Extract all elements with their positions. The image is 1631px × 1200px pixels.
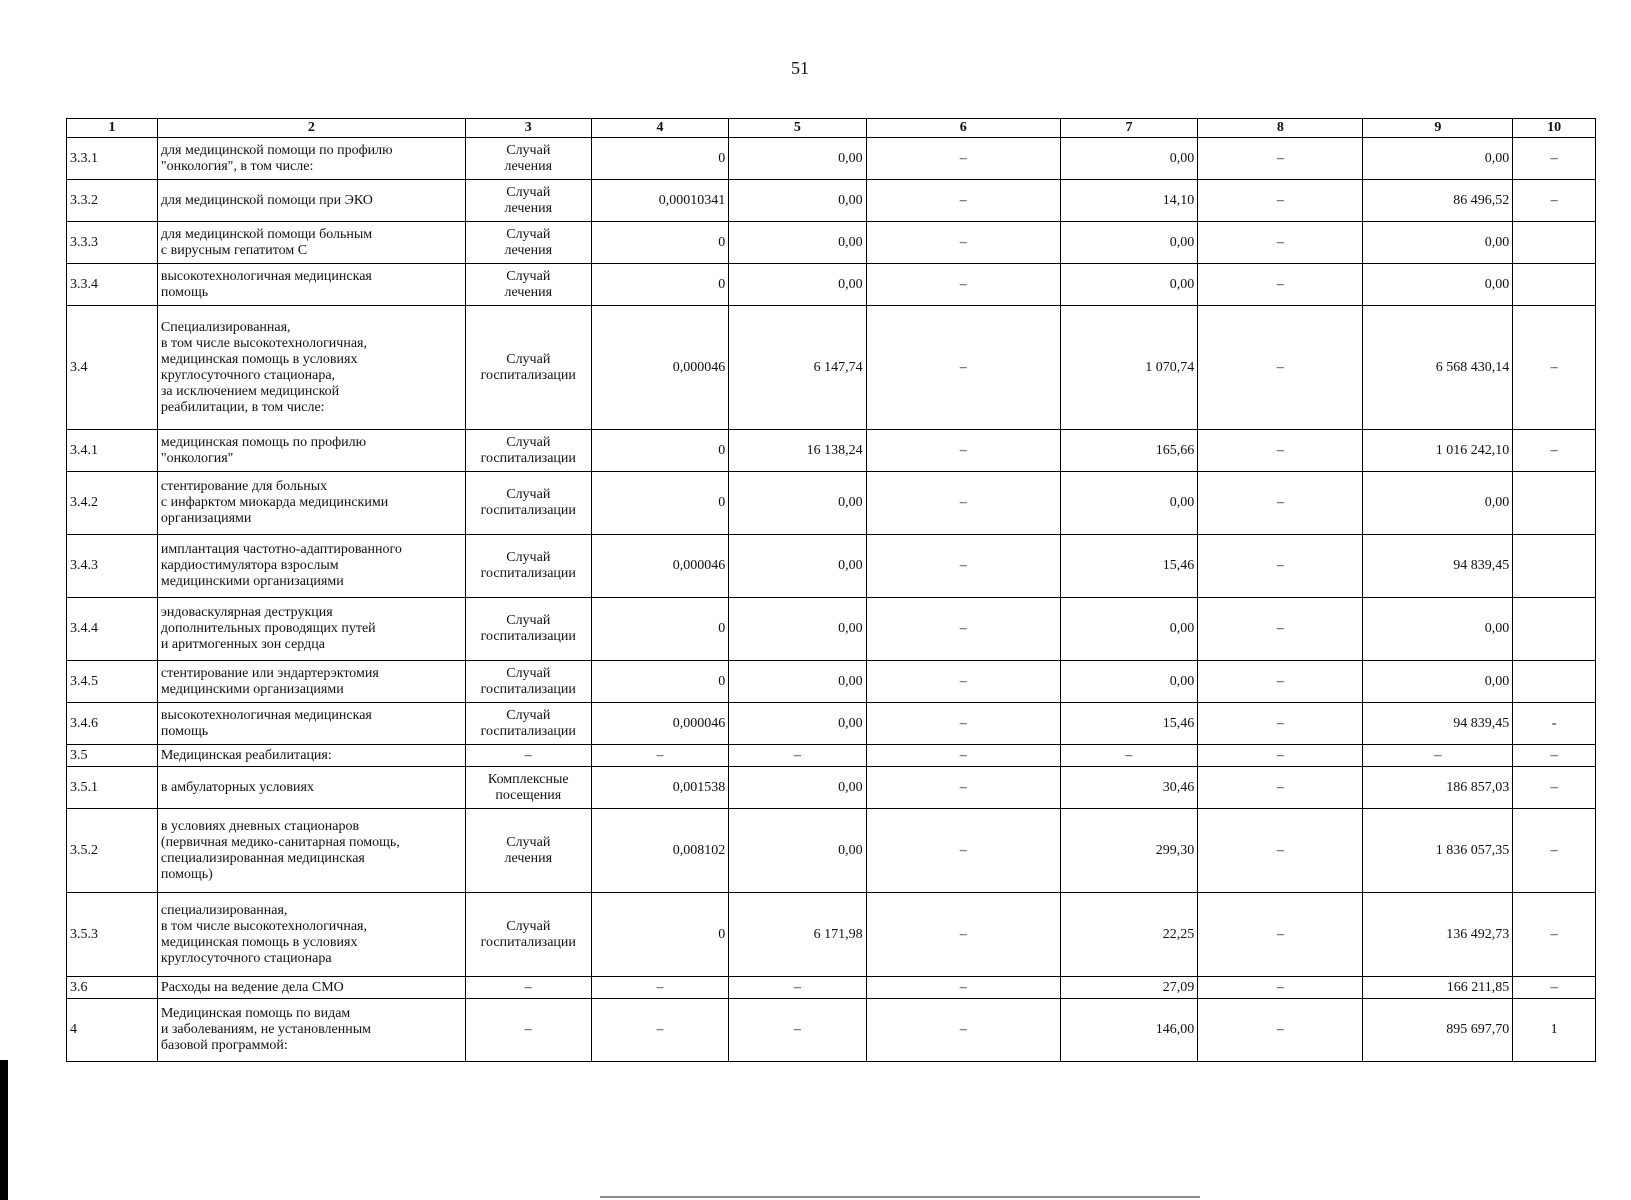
row-code-cell: 3.4.6	[67, 703, 158, 745]
row-code-cell: 3.6	[67, 977, 158, 999]
col4-cell: 0	[591, 430, 728, 472]
column-header: 5	[729, 119, 866, 138]
col9-cell: 0,00	[1363, 222, 1513, 264]
col6-cell: –	[866, 745, 1060, 767]
col8-cell: –	[1198, 703, 1363, 745]
col6-cell: –	[866, 598, 1060, 661]
col4-cell: 0,000046	[591, 703, 728, 745]
col10-cell	[1513, 535, 1596, 598]
row-name-cell: медицинская помощь по профилю "онкология"	[157, 430, 465, 472]
col8-cell: –	[1198, 809, 1363, 893]
table-row	[67, 180, 1596, 222]
scan-artifact-edge	[0, 1060, 8, 1200]
row-name-cell: для медицинской помощи больным с вирусным гепатитом С	[157, 222, 465, 264]
col10-cell: –	[1513, 893, 1596, 977]
table-row	[67, 745, 1596, 767]
col8-cell: –	[1198, 180, 1363, 222]
col4-cell: 0	[591, 472, 728, 535]
col9-cell: 94 839,45	[1363, 535, 1513, 598]
col5-cell: 0,00	[729, 598, 866, 661]
row-name-cell: для медицинской помощи при ЭКО	[157, 180, 465, 222]
row-unit-cell: Случай госпитализации	[465, 703, 591, 745]
col6-cell: –	[866, 999, 1060, 1062]
col10-cell: –	[1513, 977, 1596, 999]
row-name-cell: имплантация частотно-адаптированного кардиостимулятора взрослым медицинскими организациями	[157, 535, 465, 598]
col5-cell: 0,00	[729, 138, 866, 180]
row-code-cell: 3.4.5	[67, 661, 158, 703]
col6-cell: –	[866, 180, 1060, 222]
table-row	[67, 661, 1596, 703]
col4-cell: 0,000046	[591, 306, 728, 430]
col5-cell: 16 138,24	[729, 430, 866, 472]
table-row	[67, 264, 1596, 306]
col8-cell: –	[1198, 222, 1363, 264]
col7-cell: 22,25	[1060, 893, 1197, 977]
col4-cell: –	[591, 999, 728, 1062]
col6-cell: –	[866, 222, 1060, 264]
table-row	[67, 809, 1596, 893]
col7-cell: 0,00	[1060, 598, 1197, 661]
col8-cell: –	[1198, 598, 1363, 661]
col5-cell: 6 171,98	[729, 893, 866, 977]
row-code-cell: 3.4.1	[67, 430, 158, 472]
col6-cell: –	[866, 809, 1060, 893]
table-row	[67, 306, 1596, 430]
col10-cell: –	[1513, 306, 1596, 430]
col9-cell: 895 697,70	[1363, 999, 1513, 1062]
col6-cell: –	[866, 977, 1060, 999]
row-code-cell: 3.5.1	[67, 767, 158, 809]
col6-cell: –	[866, 767, 1060, 809]
row-unit-cell: Случай лечения	[465, 180, 591, 222]
row-name-cell: для медицинской помощи по профилю "онкология", в том числе:	[157, 138, 465, 180]
header-row	[67, 119, 1596, 138]
col10-cell	[1513, 264, 1596, 306]
col6-cell: –	[866, 661, 1060, 703]
col7-cell: 14,10	[1060, 180, 1197, 222]
col4-cell: –	[591, 745, 728, 767]
row-unit-cell: Случай лечения	[465, 138, 591, 180]
column-header: 2	[157, 119, 465, 138]
table-row	[67, 999, 1596, 1062]
col7-cell: 30,46	[1060, 767, 1197, 809]
col4-cell: 0	[591, 893, 728, 977]
table-row	[67, 472, 1596, 535]
col5-cell: 0,00	[729, 472, 866, 535]
col5-cell: 0,00	[729, 809, 866, 893]
row-code-cell: 3.3.2	[67, 180, 158, 222]
table-row	[67, 535, 1596, 598]
col8-cell: –	[1198, 430, 1363, 472]
column-header: 4	[591, 119, 728, 138]
table-row	[67, 703, 1596, 745]
col4-cell: 0,008102	[591, 809, 728, 893]
col8-cell: –	[1198, 767, 1363, 809]
table-row	[67, 893, 1596, 977]
table-row	[67, 598, 1596, 661]
row-name-cell: специализированная, в том числе высокотехнологичная, медицинская помощь в условиях круглосуточного стационара	[157, 893, 465, 977]
row-unit-cell: Случай госпитализации	[465, 893, 591, 977]
column-header: 10	[1513, 119, 1596, 138]
row-unit-cell: Случай госпитализации	[465, 306, 591, 430]
col8-cell: –	[1198, 977, 1363, 999]
col7-cell: 0,00	[1060, 138, 1197, 180]
col7-cell: 165,66	[1060, 430, 1197, 472]
row-code-cell: 3.4.4	[67, 598, 158, 661]
row-unit-cell: –	[465, 745, 591, 767]
col9-cell: 86 496,52	[1363, 180, 1513, 222]
col8-cell: –	[1198, 472, 1363, 535]
col8-cell: –	[1198, 661, 1363, 703]
col9-cell: 186 857,03	[1363, 767, 1513, 809]
row-code-cell: 3.4.2	[67, 472, 158, 535]
col5-cell: 6 147,74	[729, 306, 866, 430]
column-header: 1	[67, 119, 158, 138]
col5-cell: 0,00	[729, 535, 866, 598]
col8-cell: –	[1198, 264, 1363, 306]
page-number: 51	[791, 58, 809, 78]
col7-cell: –	[1060, 745, 1197, 767]
col8-cell: –	[1198, 745, 1363, 767]
col9-cell: 94 839,45	[1363, 703, 1513, 745]
row-code-cell: 3.4	[67, 306, 158, 430]
row-name-cell: эндоваскулярная деструкция дополнительных проводящих путей и аритмогенных зон сердца	[157, 598, 465, 661]
col6-cell: –	[866, 703, 1060, 745]
col5-cell: 0,00	[729, 767, 866, 809]
column-header: 9	[1363, 119, 1513, 138]
column-header: 6	[866, 119, 1060, 138]
row-unit-cell: Случай госпитализации	[465, 661, 591, 703]
col5-cell: 0,00	[729, 661, 866, 703]
col10-cell	[1513, 222, 1596, 264]
row-name-cell: стентирование или эндартерэктомия медицинскими организациями	[157, 661, 465, 703]
row-code-cell: 3.5.2	[67, 809, 158, 893]
col6-cell: –	[866, 893, 1060, 977]
row-unit-cell: Случай госпитализации	[465, 598, 591, 661]
col8-cell: –	[1198, 535, 1363, 598]
row-name-cell: Специализированная, в том числе высокотехнологичная, медицинская помощь в условиях круглосуточного стационара, за исключением медицинской реабилитации, в том числе:	[157, 306, 465, 430]
row-name-cell: высокотехнологичная медицинская помощь	[157, 703, 465, 745]
col7-cell: 0,00	[1060, 472, 1197, 535]
row-name-cell: стентирование для больных с инфарктом миокарда медицинскими организациями	[157, 472, 465, 535]
col9-cell: –	[1363, 745, 1513, 767]
row-code-cell: 3.5.3	[67, 893, 158, 977]
col7-cell: 0,00	[1060, 264, 1197, 306]
row-unit-cell: Комплексные посещения	[465, 767, 591, 809]
row-name-cell: в условиях дневных стационаров (первичная медико-санитарная помощь, специализированная медицинская помощь)	[157, 809, 465, 893]
column-header: 3	[465, 119, 591, 138]
col8-cell: –	[1198, 999, 1363, 1062]
col10-cell: –	[1513, 809, 1596, 893]
table-row	[67, 430, 1596, 472]
row-unit-cell: Случай госпитализации	[465, 535, 591, 598]
col6-cell: –	[866, 472, 1060, 535]
table-body	[67, 138, 1596, 1062]
col10-cell: -	[1513, 703, 1596, 745]
col7-cell: 1 070,74	[1060, 306, 1197, 430]
col10-cell: –	[1513, 430, 1596, 472]
col4-cell: 0	[591, 661, 728, 703]
row-name-cell: в амбулаторных условиях	[157, 767, 465, 809]
row-name-cell: Медицинская реабилитация:	[157, 745, 465, 767]
row-unit-cell: Случай лечения	[465, 222, 591, 264]
col10-cell: 1	[1513, 999, 1596, 1062]
col6-cell: –	[866, 430, 1060, 472]
scan-artifact-line	[600, 1196, 1200, 1198]
col6-cell: –	[866, 138, 1060, 180]
col8-cell: –	[1198, 306, 1363, 430]
col10-cell: –	[1513, 180, 1596, 222]
col9-cell: 0,00	[1363, 472, 1513, 535]
col9-cell: 0,00	[1363, 264, 1513, 306]
col4-cell: 0,000046	[591, 535, 728, 598]
row-unit-cell: –	[465, 977, 591, 999]
col7-cell: 146,00	[1060, 999, 1197, 1062]
col5-cell: –	[729, 977, 866, 999]
col7-cell: 0,00	[1060, 661, 1197, 703]
row-name-cell: Медицинская помощь по видам и заболеваниям, не установленным базовой программой:	[157, 999, 465, 1062]
col8-cell: –	[1198, 138, 1363, 180]
col6-cell: –	[866, 535, 1060, 598]
col9-cell: 0,00	[1363, 598, 1513, 661]
col9-cell: 0,00	[1363, 138, 1513, 180]
row-name-cell: Расходы на ведение дела СМО	[157, 977, 465, 999]
col9-cell: 1 016 242,10	[1363, 430, 1513, 472]
col4-cell: 0,001538	[591, 767, 728, 809]
col4-cell: 0,00010341	[591, 180, 728, 222]
table-row	[67, 977, 1596, 999]
column-header: 7	[1060, 119, 1197, 138]
row-name-cell: высокотехнологичная медицинская помощь	[157, 264, 465, 306]
table-row	[67, 222, 1596, 264]
col7-cell: 0,00	[1060, 222, 1197, 264]
col7-cell: 299,30	[1060, 809, 1197, 893]
row-unit-cell: Случай лечения	[465, 809, 591, 893]
col4-cell: 0	[591, 138, 728, 180]
row-unit-cell: Случай лечения	[465, 264, 591, 306]
col4-cell: 0	[591, 598, 728, 661]
col10-cell	[1513, 598, 1596, 661]
col5-cell: 0,00	[729, 264, 866, 306]
column-header: 8	[1198, 119, 1363, 138]
table-row	[67, 767, 1596, 809]
col10-cell: –	[1513, 138, 1596, 180]
row-unit-cell: Случай госпитализации	[465, 430, 591, 472]
col7-cell: 27,09	[1060, 977, 1197, 999]
col8-cell: –	[1198, 893, 1363, 977]
table-row	[67, 138, 1596, 180]
col10-cell: –	[1513, 767, 1596, 809]
row-code-cell: 3.4.3	[67, 535, 158, 598]
col5-cell: 0,00	[729, 222, 866, 264]
col5-cell: –	[729, 999, 866, 1062]
col5-cell: 0,00	[729, 180, 866, 222]
row-unit-cell: –	[465, 999, 591, 1062]
col10-cell	[1513, 661, 1596, 703]
row-code-cell: 3.3.4	[67, 264, 158, 306]
col4-cell: 0	[591, 222, 728, 264]
col7-cell: 15,46	[1060, 535, 1197, 598]
col7-cell: 15,46	[1060, 703, 1197, 745]
col4-cell: –	[591, 977, 728, 999]
col9-cell: 136 492,73	[1363, 893, 1513, 977]
col4-cell: 0	[591, 264, 728, 306]
row-code-cell: 3.5	[67, 745, 158, 767]
col5-cell: –	[729, 745, 866, 767]
col10-cell	[1513, 472, 1596, 535]
row-unit-cell: Случай госпитализации	[465, 472, 591, 535]
col9-cell: 0,00	[1363, 661, 1513, 703]
col9-cell: 6 568 430,14	[1363, 306, 1513, 430]
col9-cell: 166 211,85	[1363, 977, 1513, 999]
col6-cell: –	[866, 264, 1060, 306]
col5-cell: 0,00	[729, 703, 866, 745]
row-code-cell: 3.3.3	[67, 222, 158, 264]
row-code-cell: 4	[67, 999, 158, 1062]
data-table	[66, 118, 1596, 1062]
col10-cell: –	[1513, 745, 1596, 767]
col9-cell: 1 836 057,35	[1363, 809, 1513, 893]
col6-cell: –	[866, 306, 1060, 430]
row-code-cell: 3.3.1	[67, 138, 158, 180]
